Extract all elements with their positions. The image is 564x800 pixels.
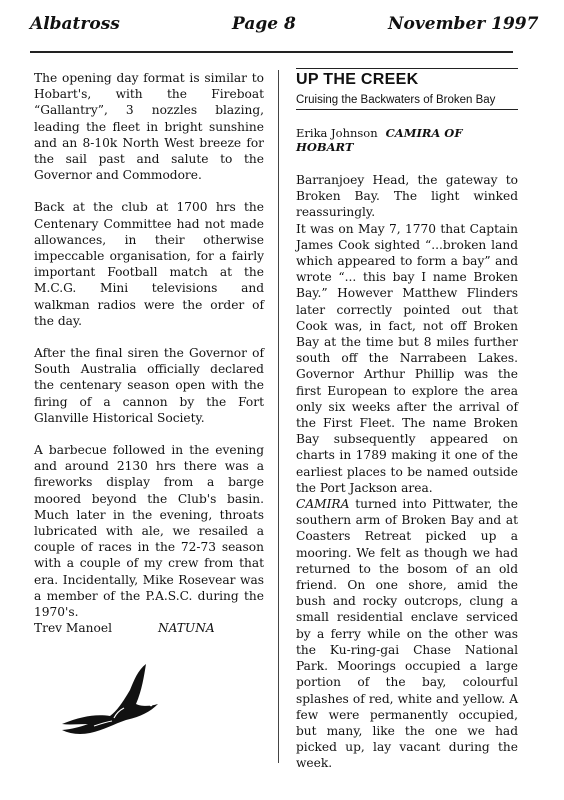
article-subtitle: Cruising the Backwaters of Broken Bay bbox=[296, 94, 518, 110]
paragraph: Back at the club at 1700 hrs the Centenary Committee had not made allowances, in their otherwise impeccable organisation, for a fairly important Football match at the M.C.G. Mini televisions and walkman radios were the order of the day. bbox=[34, 200, 264, 328]
paragraph: It was on May 7, 1770 that Captain James Cook sighted “...broken land which appeared to form a bay” and wrote “... this bay I name Broken Bay.” However Matthew Flinders later correctly pointed out that Cook was, in fact, not off Broken Bay at the time but 8 miles further south off the Narrabeen Lakes. Governor Arthur Phillip was the first European to explore the area only six weeks after the arrival of the First Fleet. The name Broken Bay subsequently appeared on charts in 1789 making it one of the earliest places to be named outside the Port Jackson area. bbox=[296, 221, 518, 495]
signature-name: Trev Manoel bbox=[34, 621, 112, 636]
publication-name: Albatross bbox=[30, 14, 120, 34]
author-name: Erika Johnson bbox=[296, 126, 378, 140]
paragraph-text: turned into Pittwater, the southern arm of Broken Bay and at Coasters Retreat picked up a mooring. We felt as though we had returned to the bosom of an old friend. On one shore, amid the bush and rocky outcrops, clung a small residential enclave serviced by a ferry while on the other was the Ku-ring-gai Chase National Park. Moorings occupied a large portion of the bay, colourful splashes of red, white and yellow. A few were permanently occupied, but many, like the one we had picked up, lay vacant during the week. bbox=[296, 497, 518, 771]
right-column bbox=[296, 68, 518, 772]
column-divider bbox=[278, 70, 279, 763]
albatross-illustration bbox=[54, 660, 164, 742]
signature bbox=[34, 620, 264, 638]
issue-date: November 1997 bbox=[388, 14, 539, 34]
article-byline bbox=[296, 126, 518, 154]
article-body bbox=[296, 172, 518, 772]
left-column bbox=[34, 70, 264, 638]
author-boat: CAMIRA OF HOBART bbox=[296, 126, 463, 154]
signature-boat: NATUNA bbox=[158, 621, 215, 636]
header-rule bbox=[30, 51, 513, 53]
paragraph: The opening day format is similar to Hobart's, with the Fireboat “Gallantry”, 3 nozzles blazing, leading the fleet in bright sunshine and an 8-10k North West breeze for the sail past and salute to the Governor and Commodore. bbox=[34, 71, 264, 183]
paragraph bbox=[296, 496, 518, 771]
paragraph: A barbecue followed in the evening and around 2130 hrs there was a fireworks display from a barge moored beyond the Club's basin. Much later in the evening, throats lubricated with ale, we resailed a couple of races in the 72-73 season with a couple of my crew from that era. Incidentally, Mike Rosevear was a member of the P.A.S.C. during the 1970's. bbox=[34, 443, 264, 620]
boat-name: CAMIRA bbox=[296, 497, 350, 512]
paragraph: Barranjoey Head, the gateway to Broken Bay. The light winked reassuringly. bbox=[296, 173, 518, 220]
page-number: Page 8 bbox=[232, 14, 296, 34]
article-title: UP THE CREEK bbox=[296, 68, 518, 92]
paragraph: After the final siren the Governor of South Australia officially declared the centenary season open with the firing of a cannon by the Fort Glanville Historical Society. bbox=[34, 346, 264, 425]
